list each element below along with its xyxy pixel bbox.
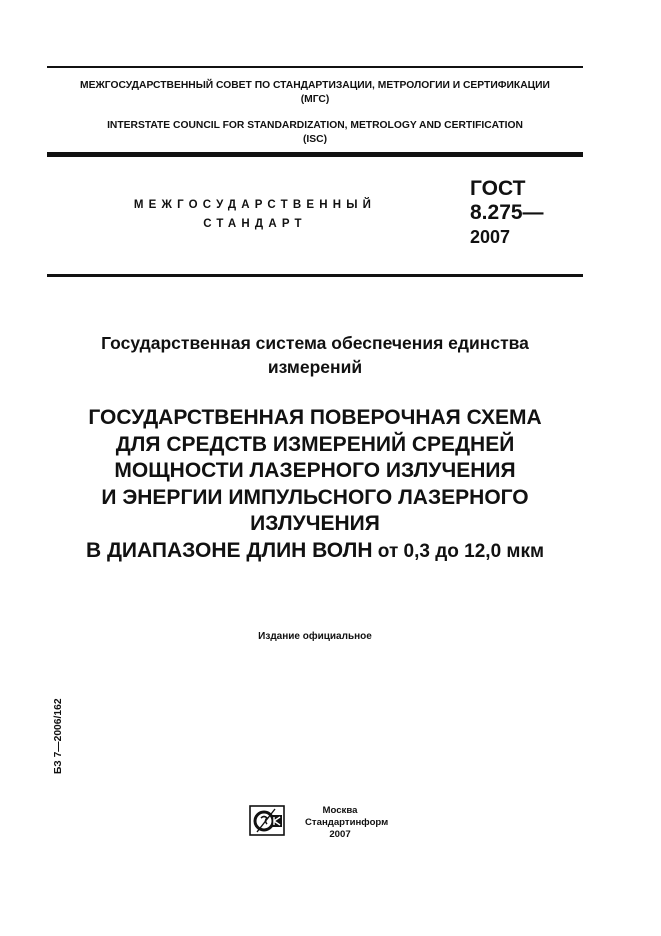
- header-rule-thick: [47, 152, 583, 157]
- council-ru: [47, 79, 583, 107]
- main-title-line1: ГОСУДАРСТВЕННАЯ ПОВЕРОЧНАЯ СХЕМА: [88, 406, 542, 429]
- main-title-line2: ДЛЯ СРЕДСТВ ИЗМЕРЕНИЙ СРЕДНЕЙ: [115, 432, 515, 456]
- side-code: БЗ 7—2006/162: [53, 698, 64, 774]
- standard-kind-line1: МЕЖГОСУДАРСТВЕННЫЙ: [133, 199, 377, 211]
- publisher-name: Стандартинформ: [305, 817, 389, 828]
- gost-label: ГОСТ: [470, 177, 526, 200]
- top-rule-thin: [47, 66, 583, 68]
- publisher-year: 2007: [329, 829, 351, 840]
- main-title-line5: ИЗЛУЧЕНИЯ: [250, 512, 380, 536]
- publisher-city: Москва: [322, 805, 358, 816]
- standard-kind: [110, 196, 400, 234]
- main-title: [30, 405, 600, 566]
- standartinform-logo-icon: [249, 805, 285, 836]
- standard-designation: [470, 177, 544, 249]
- standard-kind-line2: СТАНДАРТ: [203, 218, 307, 230]
- designation-rule: [47, 274, 583, 277]
- system-title-line2: измерений: [267, 357, 363, 377]
- council-en: [47, 119, 583, 147]
- main-title-line6: [30, 538, 600, 566]
- system-title: [40, 331, 590, 379]
- edition-label: Издание официальное: [258, 631, 372, 642]
- council-ru-name: МЕЖГОСУДАРСТВЕННЫЙ СОВЕТ ПО СТАНДАРТИЗАЦИИ, МЕТРОЛОГИИ И СЕРТИФИКАЦИИ: [80, 80, 550, 91]
- main-title-line4: И ЭНЕРГИИ ИМПУЛЬСНОГО ЛАЗЕРНОГО: [101, 485, 529, 509]
- council-ru-abbr: (МГС): [300, 94, 330, 105]
- gost-year: 2007: [470, 227, 511, 247]
- main-title-line3: МОЩНОСТИ ЛАЗЕРНОГО ИЗЛУЧЕНИЯ: [114, 459, 516, 483]
- system-title-line1: Государственная система обеспечения единства: [101, 333, 529, 353]
- publisher-block: [305, 805, 389, 841]
- main-title-line6-caps: В ДИАПАЗОНЕ ДЛИН ВОЛН: [85, 538, 373, 562]
- main-title-line6-range: от 0,3 до 12,0 мкм: [372, 540, 545, 562]
- council-en-abbr: (ISC): [302, 134, 328, 145]
- gost-number: 8.275—: [470, 201, 544, 224]
- council-en-name: INTERSTATE COUNCIL FOR STANDARDIZATION, METROLOGY AND CERTIFICATION: [107, 120, 523, 131]
